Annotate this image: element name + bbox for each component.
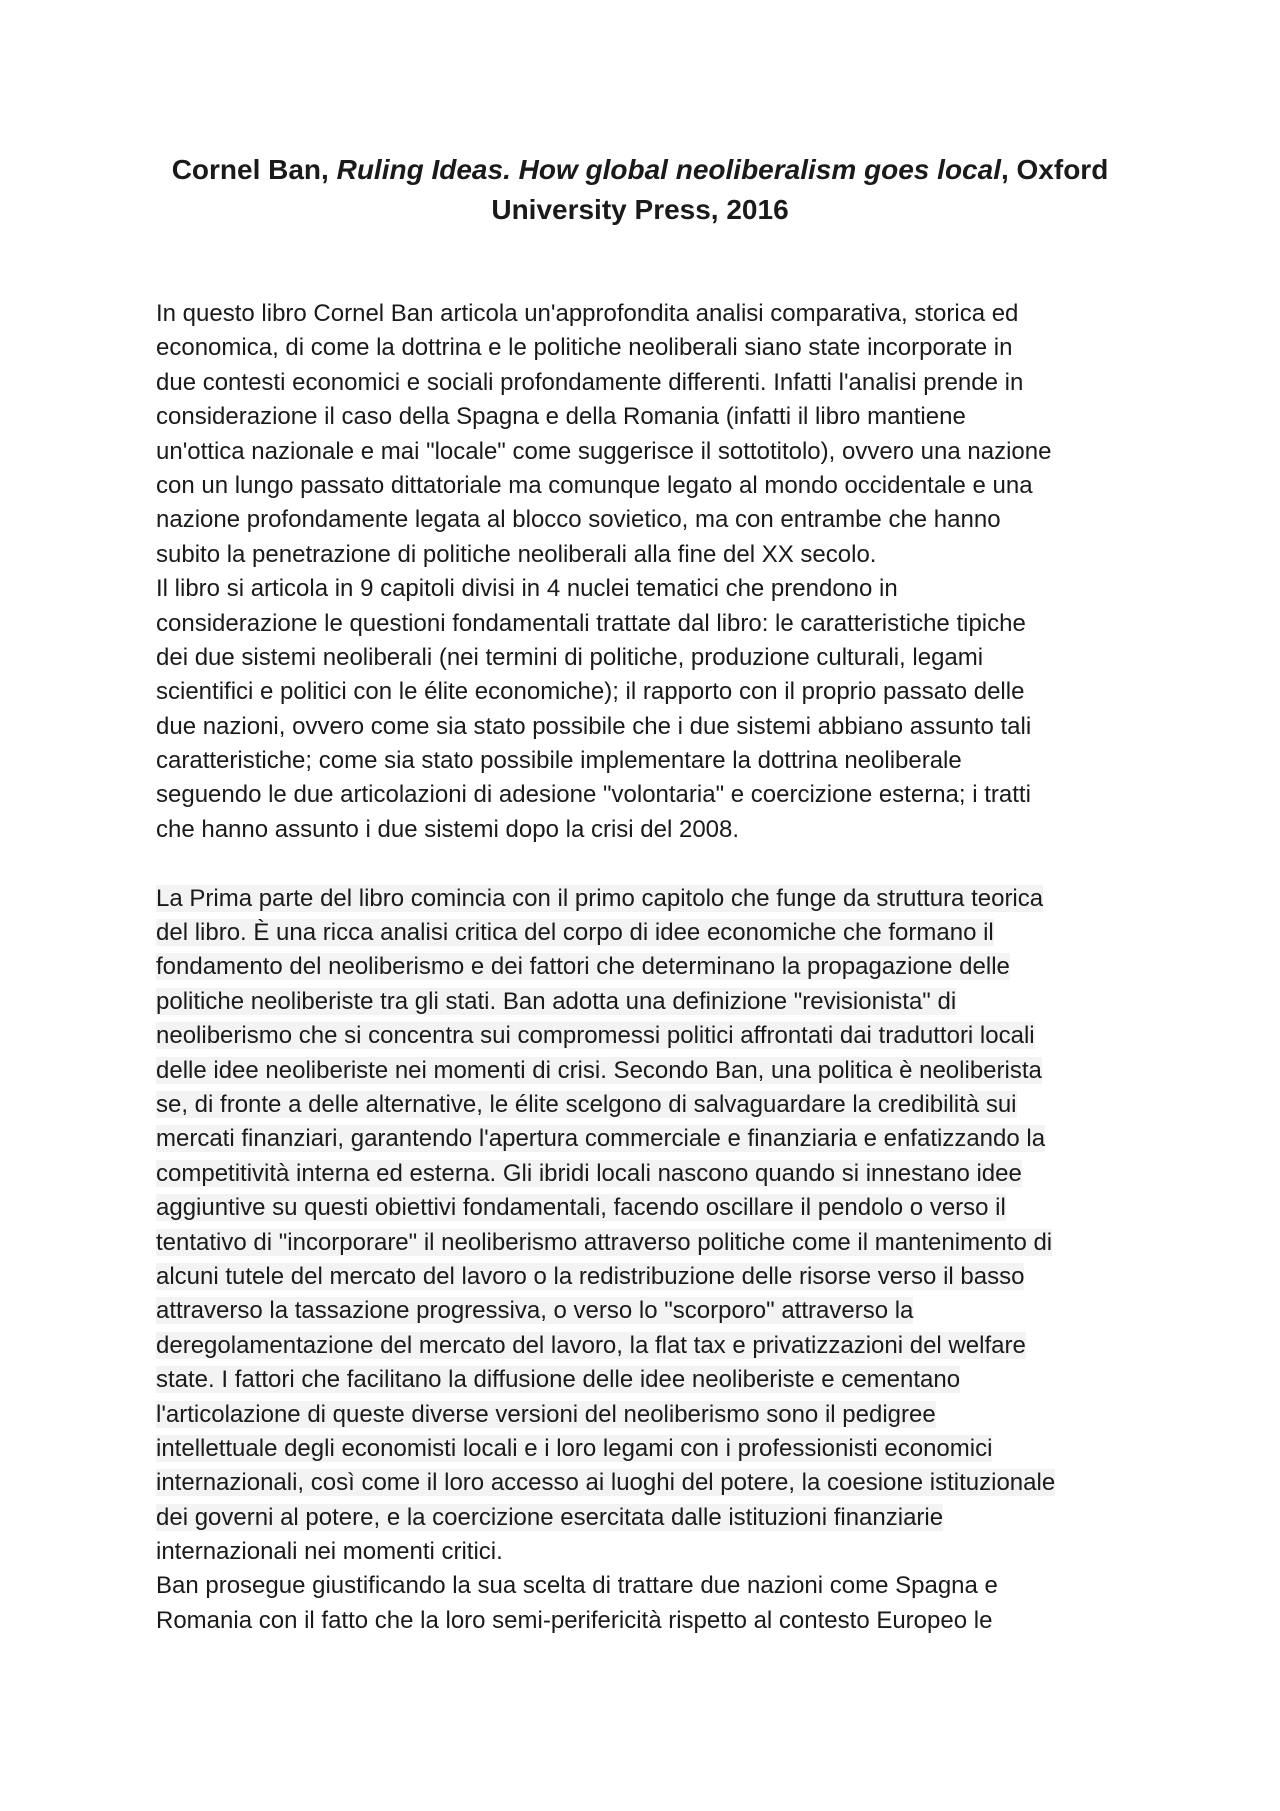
title-book: Ruling Ideas. How global neoliberalism goes local: [336, 154, 1001, 185]
text-line: alcuni tutele del mercato del lavoro o la redistribuzione delle risorse verso il basso: [156, 1262, 1025, 1290]
text-line: nazione profondamente legata al blocco sovietico, ma con entrambe che hanno: [156, 506, 1001, 534]
text-line: caratteristiche; come sia stato possibile implementare la dottrina neoliberale: [156, 747, 962, 775]
text-line: politiche neoliberiste tra gli stati. Ban adotta una definizione "revisionista" di: [156, 987, 957, 1015]
text-line: del libro. È una ricca analisi critica del corpo di idee economiche che formano il: [156, 919, 994, 947]
text-line: due contesti economici e sociali profondamente differenti. Infatti l'analisi prende in: [156, 368, 1024, 396]
text-line: intellettuale degli economisti locali e i loro legami con i professionisti economici: [156, 1434, 993, 1462]
title-publisher-line2: University Press, 2016: [491, 194, 789, 225]
text-line: con un lungo passato dittatoriale ma comunque legato al mondo occidentale e una: [156, 471, 1033, 499]
text-line: l'articolazione di queste diverse versioni del neoliberismo sono il pedigree: [156, 1400, 936, 1428]
paragraph-country-choice: [156, 1569, 1166, 1638]
text-line: competitività interna ed esterna. Gli ibridi locali nascono quando si innestano idee: [156, 1159, 1022, 1187]
paragraph-gap: [156, 847, 1166, 881]
text-line: dei governi al potere, e la coercizione esercitata dalle istituzioni finanziarie: [156, 1503, 944, 1531]
text-line: In questo libro Cornel Ban articola un'approfondita analisi comparativa, storica ed: [156, 300, 1019, 327]
paragraph-intro: [156, 297, 1166, 572]
text-line: un'ottica nazionale e mai "locale" come suggerisce il sottotitolo), ovvero una nazione: [156, 437, 1052, 465]
text-line: economica, di come la dottrina e le politiche neoliberali siano state incorporate in: [156, 334, 1013, 362]
text-line: deregolamentazione del mercato del lavoro, la flat tax e privatizzazioni del welfare: [156, 1331, 1026, 1359]
document-body: [156, 297, 1166, 1638]
title-author: Cornel Ban,: [171, 154, 337, 185]
text-line: che hanno assunto i due sistemi dopo la crisi del 2008.: [156, 815, 740, 843]
text-line: dei due sistemi neoliberali (nei termini di politiche, produzione culturali, legami: [156, 643, 984, 671]
text-line: mercati finanziari, garantendo l'apertura commerciale e finanziaria e enfatizzando la: [156, 1125, 1046, 1153]
text-line: attraverso la tassazione progressiva, o verso lo "scorporo" attraverso la: [156, 1297, 914, 1325]
document-title: [150, 150, 1130, 230]
text-line: considerazione le questioni fondamentali trattate dal libro: le caratteristiche tipiche: [156, 609, 1026, 637]
text-line: Romania con il fatto che la loro semi-perifericità rispetto al contesto Europeo le: [156, 1606, 993, 1634]
text-line: due nazioni, ovvero come sia stato possibile che i due sistemi abbiano assunto tali: [156, 712, 1032, 740]
paragraph-structure: [156, 572, 1166, 847]
text-line: considerazione il caso della Spagna e della Romania (infatti il libro mantiene: [156, 403, 966, 431]
text-line: La Prima parte del libro comincia con il primo capitolo che funge da struttura teorica: [156, 884, 1044, 912]
title-publisher-line1: , Oxford: [1000, 154, 1109, 185]
text-line: fondamento del neoliberismo e dei fattori che determinano la propagazione delle: [156, 953, 1010, 981]
text-line: seguendo le due articolazioni di adesione "volontaria" e coercizione esterna; i tratti: [156, 781, 1031, 809]
text-line: neoliberismo che si concentra sui compromessi politici affrontati dai traduttori locali: [156, 1022, 1035, 1050]
text-line: state. I fattori che facilitano la diffusione delle idee neoliberiste e cementano: [156, 1366, 961, 1394]
text-line: internazionali nei momenti critici.: [156, 1538, 503, 1566]
text-line: Ban prosegue giustificando la sua scelta di trattare due nazioni come Spagna e: [156, 1572, 998, 1600]
text-line: scientifici e politici con le élite economiche); il rapporto con il proprio passato delle: [156, 678, 1025, 706]
text-line: se, di fronte a delle alternative, le élite scelgono di salvaguardare la credibilità sui: [156, 1090, 1017, 1118]
text-line: tentativo di "incorporare" il neoliberismo attraverso politiche come il mantenimento di: [156, 1228, 1053, 1256]
text-line: Il libro si articola in 9 capitoli divisi in 4 nuclei tematici che prendono in: [156, 575, 898, 603]
text-line: subito la penetrazione di politiche neoliberali alla fine del XX secolo.: [156, 540, 877, 568]
paragraph-first-part: [156, 882, 1166, 1570]
text-line: delle idee neoliberiste nei momenti di crisi. Secondo Ban, una politica è neoliberista: [156, 1056, 1042, 1084]
text-line: internazionali, così come il loro accesso ai luoghi del potere, la coesione istituzionale: [156, 1469, 1056, 1497]
text-line: aggiuntive su questi obiettivi fondamentali, facendo oscillare il pendolo o verso il: [156, 1194, 1006, 1222]
